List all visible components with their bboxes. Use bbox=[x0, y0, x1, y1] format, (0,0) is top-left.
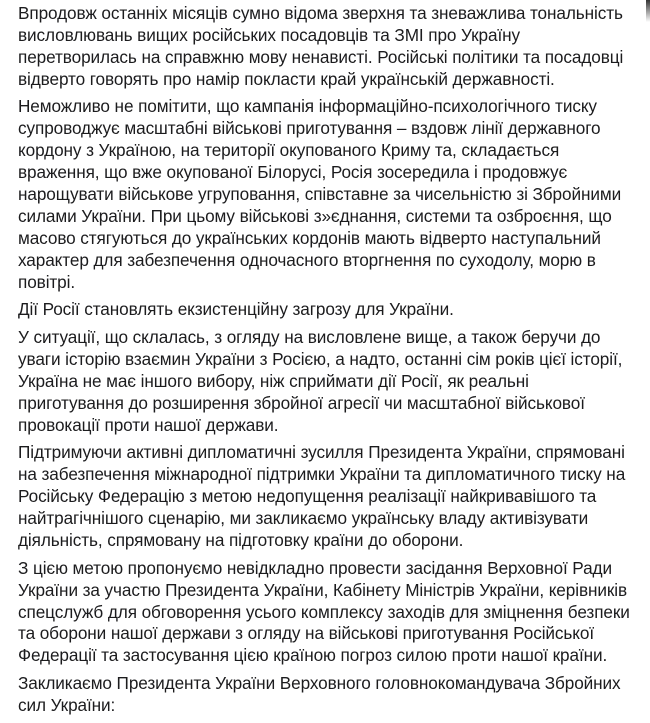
text-line: відверто говорять про намір покласти край українській державності. bbox=[18, 68, 555, 89]
text-line: спецслужб для обговорення усього комплексу заходів для зміцнення безпеки bbox=[18, 601, 630, 622]
text-line: та оборони нашої держави з огляду на військові приготування Російської bbox=[18, 623, 595, 644]
text-line: Російську Федерацію з метою недопущення реалізації найкривавішого та bbox=[18, 486, 597, 507]
text-line: України за участю Президента України, Кабінету Міністрів України, керівників bbox=[18, 579, 628, 600]
paragraph-7 bbox=[18, 673, 646, 717]
text-line: Підтримуючи активні дипломатичні зусилля Президента України, спрямовані bbox=[18, 442, 625, 463]
text-line: З цією метою пропонуємо невідкладно провести засідання Верховної Ради bbox=[18, 557, 612, 578]
text-line: на забезпечення міжнародної підтримки України та дипломатичного тиску на bbox=[18, 464, 626, 485]
paragraph-4 bbox=[18, 327, 646, 437]
text-line: масово стягуються до українських кордонів мають відверто наступальний bbox=[18, 227, 601, 248]
text-line: силами України. При цьому військові з»єднання, системи та озброєння, що bbox=[18, 205, 612, 226]
text-line: супроводжує масштабні військові приготування – вздовж лінії державного bbox=[18, 118, 601, 139]
paragraph-1 bbox=[18, 3, 646, 91]
document-body bbox=[18, 3, 646, 723]
text-line: Неможливо не помітити, що кампанія інформаційно-психологічного тиску bbox=[18, 96, 597, 117]
text-line: характер для забезпечення одночасного вторгнення по суходолу, морю в bbox=[18, 249, 596, 270]
text-line: Впродовж останніх місяців сумно відома зверхня та зневажлива тональність bbox=[18, 3, 623, 23]
screen-edge-shadow bbox=[646, 0, 650, 22]
paragraph-6 bbox=[18, 558, 646, 668]
paragraph-3 bbox=[18, 299, 646, 321]
text-line: сил України: bbox=[18, 694, 116, 715]
text-line: Закликаємо Президента України Верховного головнокомандувача Збройних bbox=[18, 673, 621, 694]
text-line: Федерації та застосування цією країною погроз силою проти нашої країни. bbox=[18, 645, 608, 666]
text-line: нарощувати військове угруповання, співставне за чисельністю зі Збройними bbox=[18, 184, 622, 205]
paragraph-2 bbox=[18, 96, 646, 293]
text-line: перетворилась на справжню мову ненависті. Російські політики та посадовці bbox=[18, 46, 624, 67]
paragraph-5 bbox=[18, 442, 646, 552]
text-line: враження, що вже окупованої Білорусі, Росія зосередила і продовжує bbox=[18, 162, 568, 183]
text-line: У ситуації, що склалась, з огляду на висловлене вище, а також беручи до bbox=[18, 327, 601, 348]
text-line: повітрі. bbox=[18, 271, 76, 292]
text-line: кордону з Україною, на території окупованого Криму та, складається bbox=[18, 140, 560, 161]
text-line: Україна не має іншого вибору, ніж сприймати дії Росії, як реальні bbox=[18, 370, 529, 391]
text-line: найтрагічнішого сценарію, ми закликаємо українську владу активізувати bbox=[18, 508, 589, 529]
text-line: уваги історію взаємин України з Росією, а надто, останні сім років цієї історії, bbox=[18, 348, 623, 369]
text-line: висловлювань вищих російських посадовців та ЗМІ про Україну bbox=[18, 24, 521, 45]
text-line: діяльність, спрямовану на підготовку країни до оборони. bbox=[18, 530, 464, 551]
text-line: Дії Росії становлять екзистенційну загрозу для України. bbox=[18, 299, 454, 320]
text-line: провокації проти нашої держави. bbox=[18, 414, 279, 435]
text-line: приготування до розширення збройної агресії чи масштабної військової bbox=[18, 392, 585, 413]
